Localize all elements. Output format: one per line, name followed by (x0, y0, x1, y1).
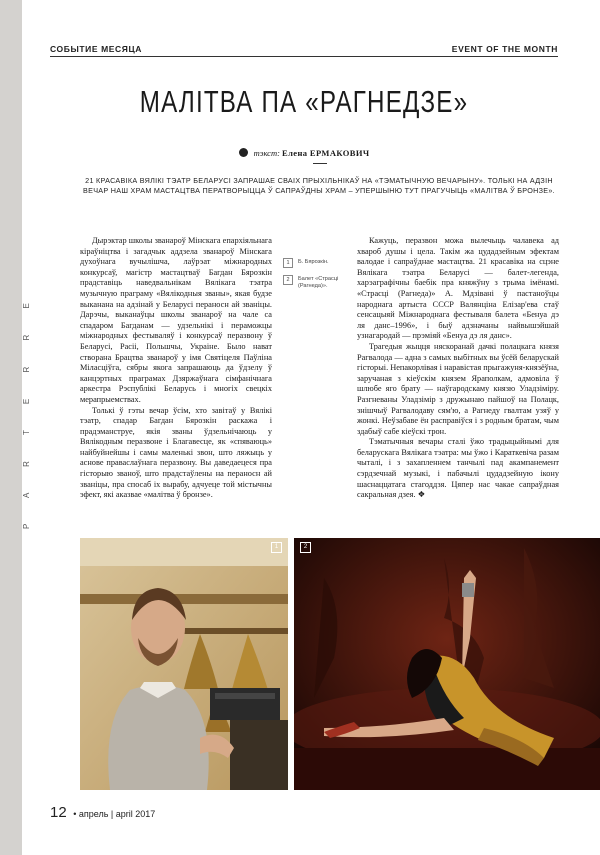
photo-number: 1 (271, 542, 282, 553)
header-rule (50, 56, 558, 57)
paragraph: Дырэктар школы званароў Мінскага епархіяльнага кіраўніцтва і загадчык аддзела званароў Мінскага духоўнага вучылішча, лаўрэат міжнародных конкурсаў, магістр мастацтваў Багдан Бярозкін прадставіць наведвальнікам Вялікага тэатра музычную праграму «Вялікодныя званы», якая будзе выканана на адзінай у Беларусі пераносн ай званіцы. Дарэчы, выканаўцы школы званароў на чале са спадаром Багданам — удзельнікі і пераможцы міжнародных фестываляў і конкурсаў перазвону ў Беларусі, Расіі, Польшчы, Украіне. Было нават створана Брацтва званароў у імя Святіцеля Паўліна Міласціўга, сябры якога запрашаюць да ўдзелу ў канцэртных праграмах Дзяржаўнага сімфанічнага аркестра Рэспублікі Беларусь і многіх свецкіх мерапрыемствах. (80, 236, 272, 404)
caption-note (283, 276, 353, 290)
caption-note (283, 259, 353, 266)
byline-label: тэкст: (253, 148, 280, 158)
caption-text: Балет «Страсці (Рагнеда)». (298, 276, 339, 289)
caption-number: 1 (283, 258, 293, 268)
text-column-2 (357, 236, 559, 501)
caption-notes (283, 259, 353, 300)
photo-number: 2 (300, 542, 311, 553)
photo-ballet-image (294, 538, 600, 790)
issue-month-ru: апрель (78, 809, 109, 819)
article-lead: 21 КРАСАВІКА ВЯЛІКІ ТЭАТР БЕЛАРУСІ ЗАПРАШАЕ СВАІХ ПРЫХІЛЬНІКАЎ НА «ТЭМАТЫЧНУЮ ВЕЧАРЫНУ». ТОЛЬКІ НА АДЗІН ВЕЧАР НАШ ХРАМ МАСТАЦТВА ПЕРАТВОРЫЦЦА Ў САПРАЎДНЫ ХРАМ – УПЕРШЫНЮ ТУТ ПРАГУЧЫЦЬ «МАЛІТВА Ў БРОНЗЕ». (83, 176, 555, 195)
caption-text: Б. Бярозкін. (298, 259, 329, 265)
author-icon (239, 148, 248, 157)
author-name: Елена ЕРМАКОВИЧ (282, 148, 370, 158)
side-label: P A R T E R R E (22, 291, 31, 529)
footer-separator: • (73, 809, 77, 819)
section-label-ru: СОБЫТИЕ МЕСЯЦА (50, 44, 143, 54)
paragraph: Кажуць, перазвон можа вылечыць чалавека ад хвароб душы і цела. Такім жа цудадзейным эфектам валодае і сапраўднае мастацтва. 21 красавіка на сцэне Вялікага тэатра Беларусі — балет-легенда, харэаграфічны баебік пра княжўну з трыма імёнамі. «Страсці (Рагнеда)» А. Мдзівані ў пастаноўцы народнага артыста СССР Валянціна Елізар'ева стаў сенсацыяй Міжнароднага фестываля балета «Бенуа дэ ля данс–1996», і быў адзначаны найвышэйшай узнагародай — прэміяй «Бенуа дэ ля данс». (357, 236, 559, 341)
side-strip (0, 0, 22, 855)
page-footer: 12 • апрель | april 2017 (50, 804, 156, 821)
paragraph: Толькі ў гэты вечар ўсім, хто завітаў у Вялікі тэатр, спадар Багдан Бярозкін раскажа і прадэманструе, якія званы ўдзельнічаюць у Вялікодным перазвоне і Благавесце, як «спяваюць» найбуйнейшы і самы маленькі звон, што ляжыць у аснове праваслаўнага перазвону. Вы даведаецеся пра гісторыю званоў, што прадстаўлены на пераносн ай званіцы, пра спосаб іх вырабу, адчуеце той містычны эфект, які аказвае «малітва ў бронзе». (80, 405, 272, 500)
issue-month-be: april 2017 (115, 809, 156, 819)
photo-bell-ringer-image (80, 538, 288, 790)
section-label-en: EVENT OF THE MONTH (451, 44, 558, 54)
paragraph: Трагедыя жыцця няскоранай дачкі полацкага князя Рагвалода — адна з самых выбітных вы ўсёй беларускай гісторыі. Непакорлівая і наравістая прыгажуня-князёўна, заручаная з кіеўскім князем Яраполкам, адмовіла ў шлюбе яго брату — наўгародскаму князю Уладзіміру. Разгневаны Уладзімір з дружынаю пайшоў на Полацк, знішчыў Рагвалодаву сям'ю, а Рагнеду гвалтам узяў у жонкі. Неўзабаве ён расправіўся і з родным братам, чым здабыў сабе кіеўскі трон. (357, 341, 559, 436)
byline-dash (313, 163, 327, 164)
paragraph: Тэматычныя вечары сталі ўжо традыцыйнымі для беларускага Вялікага тэатра: мы ўжо і Караткевіча разам чыталі, і з захапленнем танчылі пад акампанемент сэрдзечнай музыкі, і пабачылі цудадзейную ікону шаснаццатага стагоддзя. Цяпер нас чакае сапраўдная сакральная дзея. ❖ (357, 437, 559, 500)
article-title: МАЛІТВА ПА «РАГНЕДЗЕ» (139, 84, 469, 119)
caption-number: 2 (283, 275, 293, 285)
text-column-1 (80, 236, 272, 501)
photo-ballet (294, 538, 600, 790)
byline (50, 148, 558, 158)
page-number: 12 (50, 804, 67, 821)
photo-bell-ringer (80, 538, 288, 790)
